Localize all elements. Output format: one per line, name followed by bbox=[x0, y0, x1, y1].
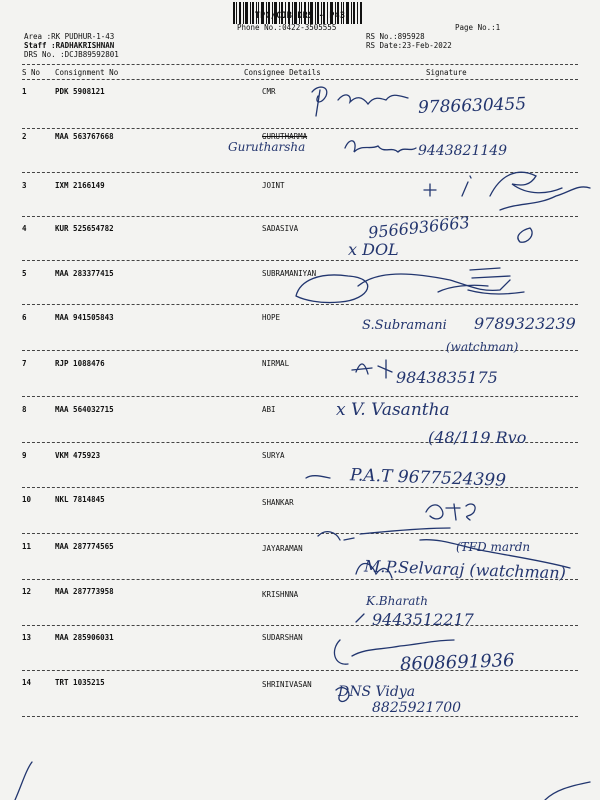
row-sno: 4 bbox=[22, 224, 27, 233]
row-consignment: NKL 7814845 bbox=[55, 495, 105, 504]
signature-note-11: (TFD mardn bbox=[456, 540, 531, 554]
row-sno: 1 bbox=[22, 87, 27, 96]
row-sno: 12 bbox=[22, 587, 32, 596]
row-consignment: KUR 525654782 bbox=[55, 224, 114, 233]
row-consignee: HOPE bbox=[262, 313, 281, 322]
signature-phone-2: 9443821149 bbox=[418, 143, 508, 159]
signature-name-6: S.Subramani bbox=[362, 318, 447, 333]
signature-name-4: x DOL bbox=[348, 240, 399, 259]
signature-text-9: P.A.T 9677524399 bbox=[349, 465, 507, 491]
row-sno: 8 bbox=[22, 405, 27, 414]
row-consignee: SHANKAR bbox=[262, 498, 294, 507]
header-rule-top bbox=[22, 64, 578, 65]
header-rule-bottom bbox=[22, 79, 578, 80]
row-consignment: MAA 564032715 bbox=[55, 405, 114, 414]
signature-phone-14: 8825921700 bbox=[372, 700, 462, 716]
col-header-sno: S No bbox=[22, 68, 41, 77]
rs-date: RS Date:23-Feb-2022 bbox=[366, 41, 452, 50]
row-sno: 2 bbox=[22, 132, 27, 141]
row-consignment: RJP 1088476 bbox=[55, 359, 105, 368]
row-consignment: MAA 287773958 bbox=[55, 587, 114, 596]
row-consignee: SURYA bbox=[262, 451, 285, 460]
signature-phone-1: 9786630455 bbox=[417, 94, 527, 118]
signature-name-11: M.P.Selvaraj (watchman) bbox=[363, 556, 567, 583]
signature-phone-12: 9443512217 bbox=[372, 610, 474, 629]
row-consignment: IXM 2166149 bbox=[55, 181, 105, 190]
col-header-signature: Signature bbox=[426, 68, 467, 77]
row-sno: 10 bbox=[22, 495, 32, 504]
page-number: Page No.:1 bbox=[455, 23, 501, 32]
signature-name-8: x V. Vasantha bbox=[336, 400, 450, 420]
row-consignee: JAYARAMAN bbox=[262, 544, 303, 553]
row-consignee: KRISHNNA bbox=[262, 590, 299, 599]
row-consignee: SUDARSHAN bbox=[262, 633, 303, 642]
document-title: TPC/CJB DRS - P43 bbox=[254, 11, 346, 21]
row-consignee: JOINT bbox=[262, 181, 285, 190]
row-divider bbox=[22, 128, 578, 129]
row-consignment: VKM 475923 bbox=[55, 451, 101, 460]
row-sno: 6 bbox=[22, 313, 27, 322]
signature-phone-6: 9789323239 bbox=[474, 314, 576, 333]
row-sno: 7 bbox=[22, 359, 27, 368]
row-consignment: TRT 1035215 bbox=[55, 678, 105, 687]
signature-phone-7: 9843835175 bbox=[396, 368, 498, 387]
row-sno: 3 bbox=[22, 181, 27, 190]
row-divider bbox=[22, 716, 578, 717]
row-consignment: MAA 285906031 bbox=[55, 633, 114, 642]
row-sno: 9 bbox=[22, 451, 27, 460]
row-consignee: SUBRAMANIYAN bbox=[262, 269, 317, 278]
row-consignee: SADASIVA bbox=[262, 224, 299, 233]
row-consignment: MAA 563767668 bbox=[55, 132, 114, 141]
row-divider bbox=[22, 172, 578, 173]
col-header-consignee: Consignee Details bbox=[244, 68, 321, 77]
row-divider bbox=[22, 625, 578, 626]
signature-name-2: Gurutharsha bbox=[228, 140, 306, 154]
col-header-consignment: Consignment No bbox=[55, 68, 119, 77]
row-consignment: MAA 941505843 bbox=[55, 313, 114, 322]
row-divider bbox=[22, 260, 578, 261]
row-sno: 14 bbox=[22, 678, 32, 687]
signature-note-8: (48/119 Rvo bbox=[428, 428, 527, 447]
row-sno: 13 bbox=[22, 633, 32, 642]
row-sno: 11 bbox=[22, 542, 32, 551]
signature-name-12: K.Bharath bbox=[366, 594, 428, 608]
row-consignee: SHRINIVASAN bbox=[262, 680, 312, 689]
signature-note-6: (watchman) bbox=[446, 340, 519, 354]
signature-phone-13: 8608691936 bbox=[399, 650, 515, 675]
phone-number: Phone No.:0422-3505555 bbox=[237, 23, 337, 32]
row-divider bbox=[22, 216, 578, 217]
signature-phone-4: 9566936663 bbox=[367, 212, 471, 243]
row-sno: 5 bbox=[22, 269, 27, 278]
row-consignment: MAA 283377415 bbox=[55, 269, 114, 278]
staff-label: Staff :RADHAKRISHNAN bbox=[24, 41, 115, 50]
signature-name-14: DNS Vidya bbox=[338, 684, 416, 700]
row-consignee: CMR bbox=[262, 87, 276, 96]
row-consignee: NIRMAL bbox=[262, 359, 290, 368]
drs-number: DRS No. :DCJB89592801 bbox=[24, 50, 119, 59]
row-consignee: GURUTHARMA bbox=[262, 132, 308, 141]
area-label: Area :RK PUDHUR-1-43 bbox=[24, 32, 115, 41]
row-consignment: PDK 5908121 bbox=[55, 87, 105, 96]
row-consignment: MAA 287774565 bbox=[55, 542, 114, 551]
row-divider bbox=[22, 304, 578, 305]
row-divider bbox=[22, 533, 578, 534]
rs-number: RS No.:895928 bbox=[366, 32, 425, 41]
row-consignee: ABI bbox=[262, 405, 276, 414]
row-divider bbox=[22, 396, 578, 397]
